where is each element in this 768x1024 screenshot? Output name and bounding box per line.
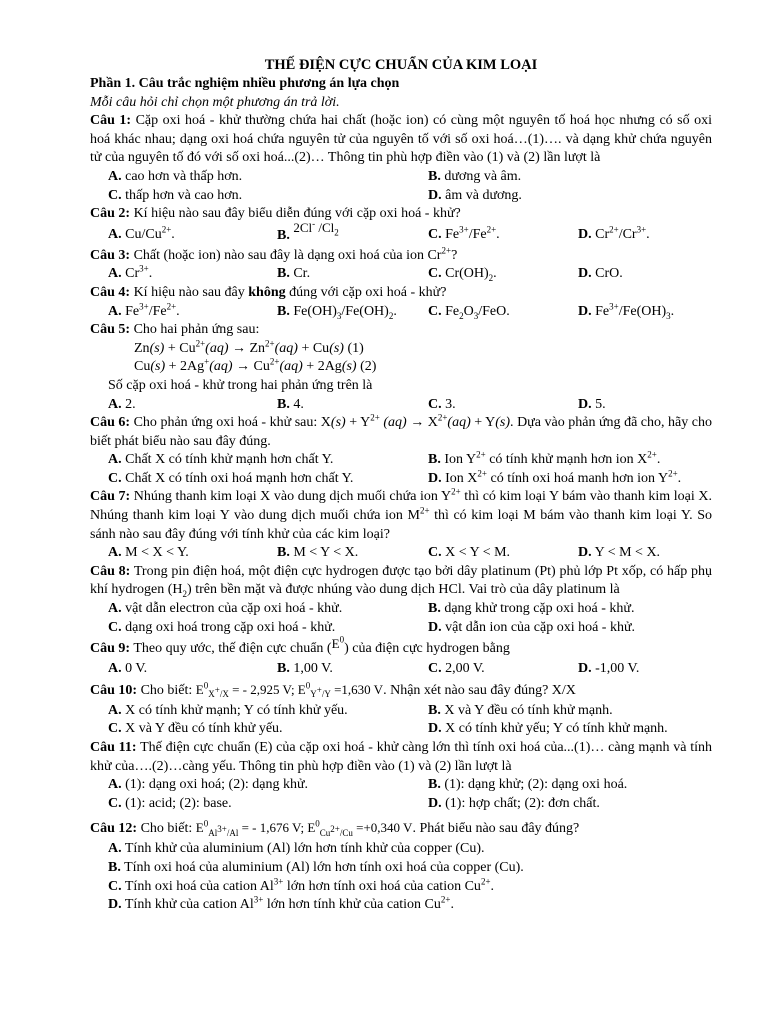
q8-options-row2: C. dạng oxi hoá trong cặp oxi hoá - khử. D. vật dẫn ion của cặp oxi hoá - khử. <box>108 619 636 635</box>
question-9: Câu 9: Theo quy ước, thế điện cực chuẩn $(E^0)$ của điện cực hydrogen bằng <box>90 634 510 657</box>
question-5: Câu 5: Cho hai phản ứng sau: <box>90 322 260 338</box>
q12-option-c: C. Tính oxi hoá của cation $Al^{3+}$ lớn hơn tính oxi hoá của cation $Cu^{2+}$. <box>108 875 495 894</box>
q5-reaction-2: $Cu(s) + 2Ag^+(aq) \to Cu^{2+}(aq) + 2Ag(s)$ (2) <box>134 356 377 375</box>
document-page <box>90 56 712 915</box>
q5-options: A. 2. B. 4. C. 3. D. 5. <box>108 396 606 412</box>
q12-option-d: D. Tính khử của cation $Al^{3+}$ lớn hơn tính khử của cation $Cu^{2+}$. <box>108 894 454 913</box>
q10-options-row1: A. X có tính khử mạnh; Y có tính khử yếu. B. X và Y đều có tính khử mạnh. <box>108 702 613 718</box>
q6-options-row1: A. Chất X có tính khử mạnh hơn chất Y. B. Ion $Y^{2+}$ có tính khử mạnh hơn ion $X^{2+}$. <box>108 449 661 468</box>
part-heading: Phần 1. Câu trắc nghiệm nhiều phương án lựa chọn <box>90 76 400 91</box>
q11-options-row2: C. (1): acid; (2): base. D. (1): hợp chất; (2): đơn chất. <box>108 795 600 811</box>
question-11: Câu 11: Thế điện cực chuẩn (E) của cặp oxi hoá - khử càng lớn thì tính oxi hoá của...(1)… càng mạnh và tính khử của….(2)…càng yếu. Thông tin phù hợp điền vào (1) và (2) lần lượt là <box>90 740 713 774</box>
q5-tail: Số cặp oxi hoá - khử trong hai phản ứng trên là <box>108 377 373 393</box>
question-8: Câu 8: Trong pin điện hoá, một điện cực hydrogen được tạo bởi dây platinum (Pt) phủ lớp Pt xốp, có hấp phụ khí hydrogen $(H_2)$ trên bền mặt và được nhúng vào dung dịch HCl. Vai trò của dây platinum là <box>90 563 713 600</box>
question-4: Câu 4: Kí hiệu nào sau đây không đúng với cặp oxi hoá - khử? <box>90 284 447 300</box>
page-title: THẾ ĐIỆN CỰC CHUẨN CỦA KIM LOẠI <box>264 57 538 73</box>
q4-options: A. $Fe^{3+}/Fe^{2+}$. B. $Fe(OH)_3/Fe(OH)_2$. C. $Fe_2O_3$/FeO. D. $Fe^{3+}/Fe(OH)_3$. <box>108 300 675 321</box>
question-7: Câu 7: Nhúng thanh kim loại X vào dung dịch muối chứa ion $Y^{2+}$ thì có kim loại Y bám vào thanh kim loại X. Nhúng thanh kim loại Y vào dung dịch muối chứa ion $M^{2+}$ thì có kim loại M bám vào thanh kim loại Y. So sánh nào sau đây đúng với tính khử của các kim loại? <box>90 486 712 542</box>
q7-options: A. M < X < Y. B. M < Y < X. C. X < Y < M. D. Y < M < X. <box>108 545 661 561</box>
q12-option-b: B. Tính oxi hoá của aluminium (Al) lớn hơn tính oxi hoá của copper (Cu). <box>108 859 524 875</box>
instruction: Mỗi câu hỏi chỉ chọn một phương án trả lời. <box>90 94 340 110</box>
q8-options-row1: A. vật dẫn electron của cặp oxi hoá - khử. B. dạng khử trong cặp oxi hoá - khử. <box>108 601 635 617</box>
q9-options: A. 0 V. B. 1,00 V. C. 2,00 V. D. -1,00 V. <box>108 661 640 677</box>
question-12: Câu 12: Cho biết: $E^0_{Al^{3+}/Al}$ = - 1,676 V; $E^0_{Cu^{2+}/Cu} =+0,340$ V. Phát biểu nào sau đây đúng? <box>90 819 580 838</box>
question-2: Câu 2: Kí hiệu nào sau đây biểu diễn đúng với cặp oxi hoá - khử? <box>90 206 461 222</box>
q5-reaction-1: $Zn(s) + Cu^{2+}(aq) \to Zn^{2+}(aq) + Cu(s)$ (1) <box>134 338 364 356</box>
question-3: Câu 3: Chất (hoặc ion) nào sau đây là dạng oxi hoá của ion $Cr^{2+}$? <box>90 245 458 263</box>
q11-options-row1: A. (1): dạng oxi hoá; (2): dạng khử. B. (1): dạng khử; (2): dạng oxi hoá. <box>108 777 628 793</box>
q1-options-row1: A. cao hơn và thấp hơn. B. dương và âm. <box>108 168 522 184</box>
q3-options: A. $Cr^{3+}$. B. Cr. C. $Cr(OH)_2$. D. CrO. <box>108 263 623 284</box>
q10-options-row2: C. X và Y đều có tính khử yếu. D. X có tính khử yếu; Y có tính khử mạnh. <box>108 721 668 737</box>
q1-options-row2: C. thấp hơn và cao hơn. D. âm và dương. <box>108 187 522 203</box>
question-10: Câu 10: Cho biết: $E^0_{X^+/X}$ = - 2,925 V; $E^0_{Y^+/Y} =1,630$ V. Nhận xét nào sau đây đúng? X/X <box>90 680 576 700</box>
question-6: Câu 6: Cho phản ứng oxi hoá - khử sau: $X(s) + Y^{2+}$ $(aq) \to X^{2+}(aq) + Y(s)$. Dựa vào phản ứng đã cho, hãy cho biết phát biểu nào sau đây đúng. <box>90 412 712 449</box>
q12-option-a: A. Tính khử của aluminium (Al) lớn hơn tính khử của copper (Cu). <box>108 841 485 857</box>
q2-options: A. $Cu/Cu^{2+}$. B. 2Cl- $/Cl_2$ C. $Fe^{3+}/Fe^{2+}$. D. $Cr^{2+}/Cr^{3+}$. <box>108 218 650 243</box>
question-1: Câu 1: Cặp oxi hoá - khử thường chứa hai chất (hoặc ion) có cùng một nguyên tố hoá học nhưng có số oxi hoá khác nhau; dạng oxi hoá chứa nguyên tử của nguyên tố với số oxi hoá…(1)…. và dạng khử chứa nguyên tử của nguyên tố đó với số oxi hoá...(2)… Thông tin phù hợp điền vào (1) và (2) lần lượt là <box>90 113 713 166</box>
q6-options-row2: C. Chất X có tính oxi hoá mạnh hơn chất Y. D. Ion $X^{2+}$ có tính oxi hoá manh hơn ion $Y^{2+}$. <box>108 468 682 486</box>
